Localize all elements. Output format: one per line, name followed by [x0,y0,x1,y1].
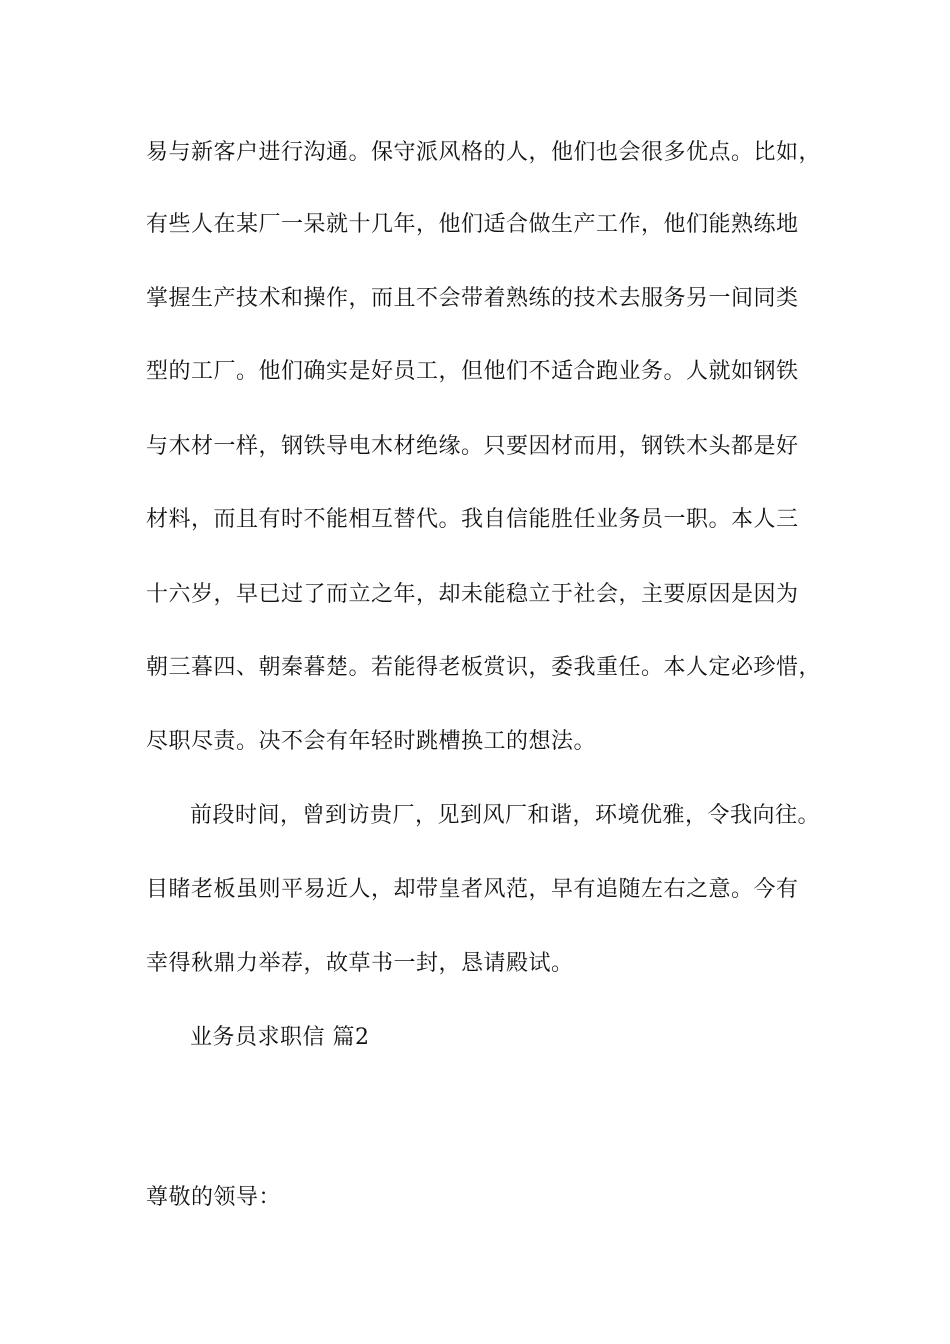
paragraph-2-line-2: 目睹老板虽则平易近人，却带皇者风范，早有追随左右之意。今有 [146,877,799,902]
section-heading: 业务员求职信 篇2 [190,1025,370,1050]
salutation: 尊敬的领导： [146,1185,282,1210]
body-line-1: 易与新客户进行沟通。保守派风格的人，他们也会很多优点。比如， [146,140,822,165]
body-line-9: 尽职尽责。决不会有年轻时跳槽换工的想法。 [146,729,597,754]
body-line-4: 型的工厂。他们确实是好员工，但他们不适合跑业务。人就如钢铁 [146,359,799,384]
body-line-8: 朝三暮四、朝秦暮楚。若能得老板赏识，委我重任。本人定必珍惜， [146,655,822,680]
paragraph-2-line-1: 前段时间，曾到访贵厂，见到风厂和谐，环境优雅，令我向往。 [190,803,821,828]
body-line-5: 与木材一样，钢铁导电木材绝缘。只要因材而用，钢铁木头都是好 [146,434,799,459]
body-line-3: 掌握生产技术和操作，而且不会带着熟练的技术去服务另一间同类 [146,286,799,311]
paragraph-2-line-3: 幸得秋鼎力举荐，故草书一封，恳请殿试。 [146,951,574,976]
body-line-6: 材料，而且有时不能相互替代。我自信能胜任业务员一职。本人三 [146,507,799,532]
body-line-2: 有些人在某厂一呆就十几年，他们适合做生产工作，他们能熟练地 [146,212,799,237]
body-line-7: 十六岁，早已过了而立之年，却未能稳立于社会，主要原因是因为 [146,582,799,607]
